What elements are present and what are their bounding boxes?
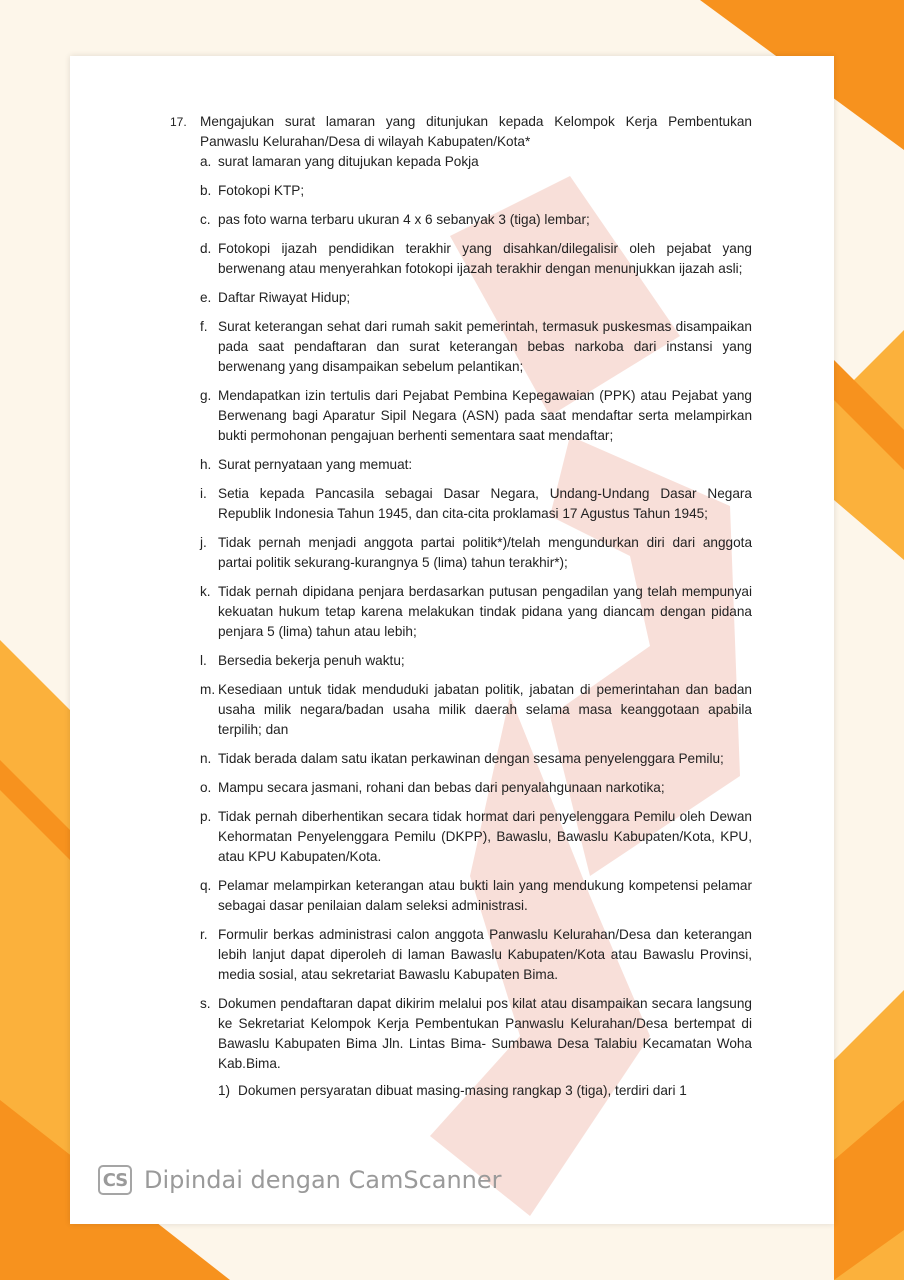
subitem — [200, 533, 752, 573]
item-17 — [170, 112, 752, 1101]
subitem-text: surat lamaran yang ditujukan kepada Pokja — [218, 154, 479, 169]
subitem-text: Tidak pernah dipidana penjara berdasarkan putusan pengadilan yang telah mempunyai kekuatan hukum tetap karena melakukan tindak pidana yang diancam dengan pidana penjara 5 (lima) tahun atau lebih; — [218, 584, 752, 639]
subitem-text: Surat pernyataan yang memuat: — [218, 457, 413, 472]
subitem — [200, 239, 752, 279]
subitem — [200, 582, 752, 642]
subitem-text: Tidak pernah diberhentikan secara tidak hormat dari penyelenggara Pemilu oleh Dewan Kehormatan Penyelenggara Pemilu (DKPP), Bawaslu, Bawaslu Kabupaten/Kota, KPU, atau KPU Kabupaten/Kota. — [218, 809, 752, 864]
subitem-text: Tidak berada dalam satu ikatan perkawinan dengan sesama penyelenggara Pemilu; — [218, 751, 724, 766]
subitem — [200, 210, 752, 230]
subitem — [200, 749, 752, 769]
subitem-text: Daftar Riwayat Hidup; — [218, 290, 351, 305]
subitem-letter: h. — [200, 457, 212, 472]
subitem — [200, 651, 752, 671]
subitem — [200, 317, 752, 377]
camscanner-label: Dipindai dengan CamScanner — [144, 1166, 502, 1194]
subitem-letter: a. — [200, 154, 212, 169]
subitem — [200, 680, 752, 740]
subitem-letter: n. — [200, 751, 212, 766]
subitem-text: Fotokopi KTP; — [218, 183, 305, 198]
subitem-letter: d. — [200, 241, 212, 256]
subitem-text: Mampu secara jasmani, rohani dan bebas dari penyalahgunaan narkotika; — [218, 780, 665, 795]
sub-sub-text: Dokumen persyaratan dibuat masing-masing rangkap 3 (tiga), terdiri dari 1 — [238, 1083, 687, 1098]
subitem — [200, 181, 752, 201]
subitem-letter: q. — [200, 878, 212, 893]
subitem-text: Surat keterangan sehat dari rumah sakit pemerintah, termasuk puskesmas disampaikan pada saat pendaftaran dan surat keterangan bebas narkoba dari instansi yang berwenang yang disampaikan sebelum pelantikan; — [218, 319, 752, 374]
subitem — [200, 807, 752, 867]
subitem-text: Mendapatkan izin tertulis dari Pejabat Pembina Kepegawaian (PPK) atau Pejabat yang Berwenang bagi Aparatur Sipil Negara (ASN) pada saat mendaftar serta melampirkan bukti permohonan pengajuan berhenti sementara saat mendaftar; — [218, 388, 752, 443]
subitem-text: Formulir berkas administrasi calon anggota Panwaslu Kelurahan/Desa dan keterangan lebih lanjut dapat diperoleh di laman Bawaslu Kabupaten/Kota atau Bawaslu Provinsi, media sosial, atau sekretariat Bawaslu Kabupaten Bima. — [218, 927, 752, 982]
camscanner-icon: CS — [98, 1165, 132, 1195]
camscanner-watermark — [98, 1162, 502, 1198]
subitem-text: Fotokopi ijazah pendidikan terakhir yang disahkan/dilegalisir oleh pejabat yang berwenang atau menyerahkan fotokopi ijazah terakhir dengan menunjukkan ijazah asli; — [218, 241, 752, 276]
scanned-page — [70, 56, 834, 1224]
subitem-letter: f. — [200, 319, 208, 334]
subitem — [200, 925, 752, 985]
subitem-letter: b. — [200, 183, 212, 198]
item-text: Mengajukan surat lamaran yang ditunjukan kepada Kelompok Kerja Pembentukan Panwaslu Kelurahan/Desa di wilayah Kabupaten/Kota* — [200, 114, 752, 149]
subitem-text: pas foto warna terbaru ukuran 4 x 6 sebanyak 3 (tiga) lembar; — [218, 212, 590, 227]
subitem — [200, 386, 752, 446]
subitem-letter: s. — [200, 996, 211, 1011]
subitem-list — [200, 152, 752, 1074]
subitem-text: Dokumen pendaftaran dapat dikirim melalui pos kilat atau disampaikan secara langsung ke Sekretariat Kelompok Kerja Pembentukan Panwaslu Kelurahan/Desa bertempat di Bawaslu Kabupaten Bima Jln. Lintas Bima- Sumbawa Desa Talabiu Kecamatan Woha Kab.Bima. — [218, 996, 752, 1071]
subitem-letter: i. — [200, 486, 207, 501]
document-body — [170, 112, 752, 1101]
subitem-text: Setia kepada Pancasila sebagai Dasar Negara, Undang-Undang Dasar Negara Republik Indonesia Tahun 1945, dan cita-cita proklamasi 17 Agustus Tahun 1945; — [218, 486, 752, 521]
subitem — [200, 994, 752, 1074]
subitem — [200, 152, 752, 172]
subitem — [200, 288, 752, 308]
subitem-letter: g. — [200, 388, 212, 403]
subitem-letter: p. — [200, 809, 212, 824]
subitem — [200, 455, 752, 475]
subitem — [200, 484, 752, 524]
sub-sub-entry — [218, 1081, 752, 1101]
subitem-letter: l. — [200, 653, 207, 668]
sub-sub-item — [200, 1081, 752, 1101]
sub-sub-number: 1) — [218, 1083, 231, 1098]
subitem-letter: e. — [200, 290, 212, 305]
subitem-text: Pelamar melampirkan keterangan atau bukti lain yang mendukung kompetensi pelamar sebagai dasar penilaian dalam seleksi administrasi. — [218, 878, 752, 913]
subitem-letter: o. — [200, 780, 212, 795]
subitem-letter: j. — [200, 535, 207, 550]
subitem-text: Tidak pernah menjadi anggota partai politik*)/telah mengundurkan diri dari anggota partai politik sekurang-kurangnya 5 (lima) tahun terakhir*); — [218, 535, 752, 570]
subitem-letter: k. — [200, 584, 211, 599]
subitem-letter: m. — [200, 682, 216, 697]
subitem — [200, 778, 752, 798]
subitem-letter: c. — [200, 212, 211, 227]
subitem-letter: r. — [200, 927, 208, 942]
subitem — [200, 876, 752, 916]
subitem-text: Bersedia bekerja penuh waktu; — [218, 653, 405, 668]
item-number: 17. — [170, 115, 187, 129]
subitem-text: Kesediaan untuk tidak menduduki jabatan politik, jabatan di pemerintahan dan badan usaha milik negara/badan usaha milik daerah selama masa keanggotaan apabila terpilih; dan — [218, 682, 752, 737]
